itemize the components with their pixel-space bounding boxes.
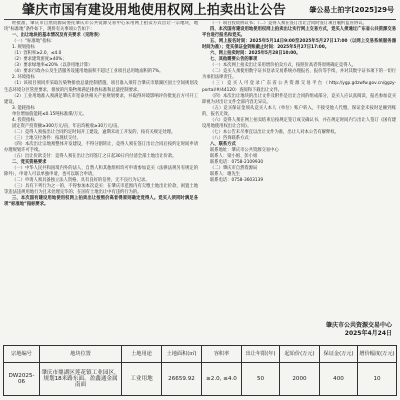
- parcel-table: [3, 345, 397, 396]
- paragraph: （二）竞买人须使用数字证书登录交易系统办理报名、报价等手续，并对其数字证书项下的一切行为承担法律责任。: [202, 69, 396, 81]
- paragraph: （一）中华人民共和国境内外的法人、自然人和其他组织均可申请参加竞买（法律法规另有规定的除外），申请人可以单独申请，也可以联合申请。: [4, 166, 198, 178]
- paragraph: 联系电话：0758-2109930: [210, 160, 264, 166]
- paragraph: （五）竞买保证金须从竞买人本人（单位）账户转入，不接受他人代缴，保证金未按时足额到账的，报名无效。: [202, 105, 396, 117]
- paragraph: （八）咨询联系方式：: [210, 135, 253, 141]
- column-header: 地块位置: [40, 346, 122, 363]
- paragraph: 固定资产投资额≥300万元/亩，年亩均税收≥30万元/亩。: [12, 123, 122, 129]
- table-cell: 400: [320, 363, 358, 396]
- signature-date: 2025年4月24日: [344, 330, 392, 337]
- paragraph: （五）出让价款支付：竞得人须在出让合同签订之日起30日内付清全部土地出让价款。: [12, 154, 177, 160]
- paragraph: 单位增加值能耗≤0.15吨标准煤/万元。: [12, 111, 87, 117]
- paragraph: 四、本次国有建设用地使用权网上拍卖出让实行网上交易方式，竞买人须通过广东省公共资源交易平台进行报名和竞买。: [202, 27, 396, 39]
- table-cell: ≥2.0, ≤4.0: [202, 363, 242, 396]
- column-header: 土地用途: [122, 346, 162, 363]
- parcel-table-wrap: [3, 345, 396, 397]
- paragraph: （二）竞得人须按出让合同约定时间开工建设，逾期未动工开发的，按有关规定处理。: [12, 129, 176, 135]
- paragraph: 七、其他需要公告的事项: [210, 57, 258, 63]
- table-header-row: [4, 346, 397, 363]
- body-columns: [4, 21, 396, 343]
- column-header: 起始价(万元): [280, 346, 320, 363]
- paragraph: 联系人：梁小姐、彭小姐: [210, 154, 258, 160]
- table-cell: 肇庆市鼎湖区莲花镇工业园区，规划18米路东面、盈鑫通金属南面: [40, 363, 122, 396]
- header: [4, 3, 396, 20]
- document-number: 肇公易土拍字[2025]29号: [309, 6, 394, 14]
- paragraph: （3）要求绿地率≤20%（以净用地计算）: [12, 63, 93, 69]
- column-header: 容积率: [202, 346, 242, 363]
- table-cell: 工业用地: [122, 363, 162, 396]
- paragraph: （1）容积率≥2.0，≤4.0: [12, 51, 62, 57]
- paragraph: （三）竞买人可登录广东省公共资源交易平台（http://ygp.gdzwfw.gov.cn/ggzy-portal/#/44120）查阅和下载出让文件。: [202, 81, 396, 93]
- paragraph: 联系电话：0758-3603139: [210, 178, 264, 184]
- paragraph: （三）土地交付条件：按现状交付。: [12, 135, 81, 141]
- paragraph: 一、出让地块的基本情况及有关要求（见附表）: [12, 33, 103, 39]
- paragraph: 联系人：谢先生: [210, 172, 241, 178]
- table-cell: 50: [242, 363, 280, 396]
- paragraph: （二）肇庆市自然资源局: [210, 166, 258, 172]
- signature-org: 肇庆市公共资源交易中心: [325, 322, 392, 329]
- right-column: [202, 21, 396, 343]
- paragraph: 1. 规划指标: [12, 45, 35, 51]
- column-header: 宗地编号: [4, 346, 40, 363]
- column-header: 保证金(万元): [320, 346, 358, 363]
- table-cell: 2000: [280, 363, 320, 396]
- paragraph: 联系地址：肇庆市公共资源交易中心: [210, 147, 279, 153]
- column-header: 增价幅度(万元): [358, 346, 397, 363]
- paragraph: （4）要求行政办公及生活服务设施用地面积不超过工业项目总用地面积的7%。: [12, 69, 164, 75]
- paragraph: （1）该项目须同步采取污染物排放总量控制措施，项目准入须符合肇庆市鼎湖区国土空间规划及生态环境分区管控要求，排放的污染物须满足排放标准和总量控制要求。: [4, 81, 198, 93]
- column-header: 土地面积(㎡): [162, 346, 202, 363]
- paragraph: （2）工业用地准入须满足肇庆市宽泰县相关产业规划要求，并取得环境影响评价批复后方可开工建设。: [4, 93, 198, 105]
- paragraph: （四）本次出让宗地须整体开发建设，不得分割转让，竞得人须在签订出让合同后按约定时间申请办理规划许可手续。: [4, 141, 198, 153]
- paragraph: 3. 能耗指标: [12, 105, 35, 111]
- signature-block: [326, 322, 392, 338]
- paragraph: 六、网上拍卖时间：2025年5月28日10:00。: [210, 51, 301, 57]
- paragraph: （六）竞得人须在网上拍卖结束后按规定签订成交确认书，并在规定时间内与出让人签订《国有建设用地使用权出让合同》。: [202, 117, 396, 129]
- paragraph: 经批准，肇庆市自然资源局委托肇庆市公共资源交易中心采用网上拍卖方式出让一宗地块，地块“标准地”条件如下，现将有关事项公告如下：: [4, 21, 198, 33]
- table-body: [4, 363, 397, 396]
- paragraph: （一）“标准地”指标：: [12, 39, 56, 45]
- left-column: [4, 21, 198, 343]
- paragraph: 2. 环境指标: [12, 75, 35, 81]
- table-cell: DW2025-06: [4, 363, 40, 396]
- paragraph: 八、联系方式: [210, 141, 236, 147]
- table-row: [4, 363, 397, 396]
- paragraph: 4. 投资指标: [12, 117, 35, 123]
- paragraph: （七）本公告未尽事宜以出让文件为准，出让人对本公告有解释权。: [210, 129, 339, 135]
- column-header: 出让年限(年): [242, 346, 280, 363]
- paragraph: （2）要求建筑密度≥40%；: [12, 57, 67, 63]
- paragraph: （一）本次网上拍卖出让采用增价拍卖方式，按照价高者得原则确定竞得人。: [210, 63, 357, 69]
- table-cell: 10: [358, 363, 397, 396]
- paragraph: 三、本次国有建设用地使用权网上拍卖出让按照价高者得原则确定竞得人。竞买人须同时满足各项“标准地”指标要求。: [4, 196, 198, 208]
- table-cell: 26659.92: [162, 363, 202, 396]
- paragraph: （二）申请人须具备独立法人资格，具有良好的信誉，无不良行为记录。: [12, 178, 150, 184]
- paragraph: （四）本次出让地块的出让文件及附件是出让合同的组成部分，竞买人应认真阅读，报名参加竞买即视为对出让文件全部内容无异议。: [202, 93, 396, 105]
- paragraph: 五、网上报名时间：2025年5月14日9:00至2025年5月27日17:00（以网上交易系统服务器时间为准）；竞买保证金到账截止时间：2025年5月27日17:00。: [202, 39, 396, 51]
- paragraph: （三）具有下列行为之一的，不得参加本次竞买：在肇庆市范围内有欠缴土地出让价款、闲置土地等违法违规用地行为且未处理完毕的；在国有土地出让中有违约行为的。: [4, 184, 198, 196]
- page-title: 肇庆市国有建设用地使用权网上拍卖出让公告: [21, 3, 286, 18]
- paragraph: （一）项目投资协议书；（二）竞得人须在签订出让合同时签订项目履约监管协议。: [210, 21, 367, 26]
- paragraph: 二、竞买资格要求: [12, 160, 47, 166]
